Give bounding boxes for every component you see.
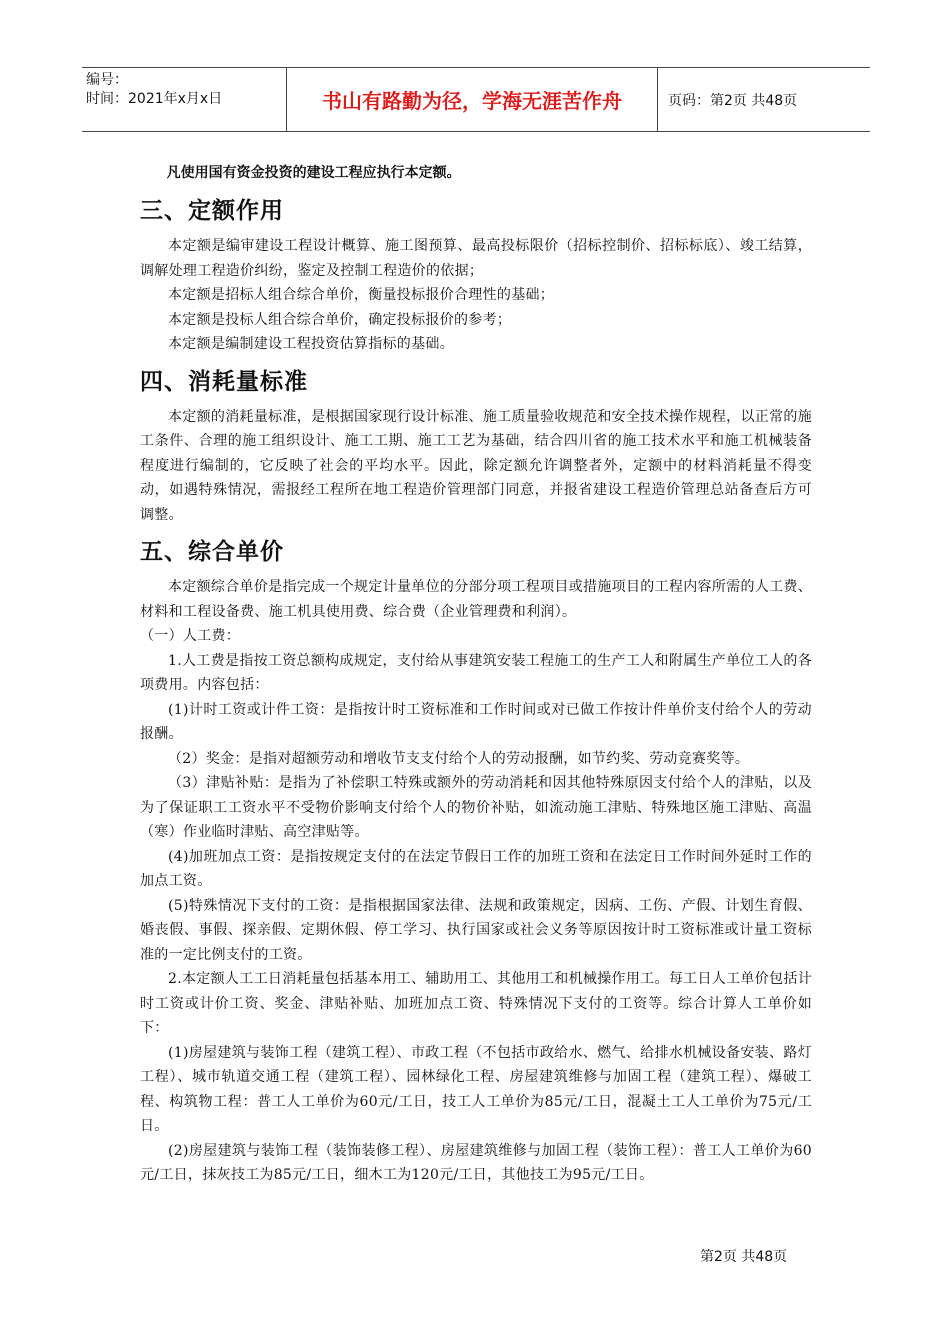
section-heading-5: 五、综合单价: [140, 539, 284, 565]
list-item: (5)特殊情况下支付的工资：是指根据国家法律、法规和政策规定，因病、工伤、产假、计划生育假、婚丧假、事假、探亲假、定期休假、停工学习、执行国家或社会义务等原因按计时工资标准或计量工资标准的一定比例支付的工资。: [140, 897, 812, 963]
list-item: (1)计时工资或计件工资：是指按计时工资标准和工作时间或对已做工作按计件单价支付给个人的劳动报酬。: [140, 701, 812, 742]
list-item: (4)加班加点工资：是指按规定支付的在法定节假日工作的加班工资和在法定日工作时间外延时工作的加点工资。: [140, 848, 812, 889]
header-meta: [82, 68, 287, 131]
sub-heading: （一）人工费：: [140, 628, 241, 644]
list-item: （2）奖金：是指对超额劳动和增收节支支付给个人的劳动报酬，如节约奖、劳动竞赛奖等。: [168, 750, 750, 767]
page-header: [82, 67, 870, 132]
paragraph: 本定额是编制建设工程投资估算指标的基础。: [168, 336, 454, 352]
page-footer: 第2页 共48页: [700, 1249, 788, 1265]
section-heading-3: 三、定额作用: [140, 198, 284, 224]
paragraph: 1.人工费是指按工资总额构成规定，支付给从事建筑安装工程施工的生产工人和附属生产单位工人的各项费用。内容包括：: [140, 652, 812, 693]
paragraph: 本定额的消耗量标准，是根据国家现行设计标准、施工质量验收规范和安全技术操作规程，以正常的施工条件、合理的施工组织设计、施工工期、施工工艺为基础，结合四川省的施工技术水平和施工机械装备程度进行编制的，它反映了社会的平均水平。因此，除定额允许调整者外，定额中的材料消耗量不得变动，如遇特殊情况，需报经工程所在地工程造价管理部门同意，并报省建设工程造价管理总站备查后方可调整。: [140, 408, 812, 523]
paragraph: 2.本定额人工工日消耗量包括基本用工、辅助用工、其他用工和机械操作用工。每工日人工单价包括计时工资或计价工资、奖金、津贴补贴、加班加点工资、特殊情况下支付的工资等。综合计算人工单价如下：: [140, 971, 812, 1036]
document-body: [140, 160, 812, 1188]
header-motto: 书山有路勤为径，学海无涯苦作舟: [287, 68, 658, 131]
paragraph: 本定额是招标人组合综合单价，衡量投标报价合理性的基础；: [168, 287, 555, 303]
list-item: (1)房屋建筑与装饰工程（建筑工程）、市政工程（不包括市政给水、燃气、给排水机械设备安装、路灯工程）、城市轨道交通工程（建筑工程）、园林绿化工程、房屋建筑维修与加固工程（建筑工程）、爆破工程、构筑物工程：普工人工单价为60元/工日，技工人工单价为85元/工日，混凝土工人工单价为75元/工日。: [140, 1044, 812, 1134]
document-date: 时间：2021年x月x日: [86, 91, 223, 107]
list-item: （3）津贴补贴：是指为了补偿职工特殊或额外的劳动消耗和因其他特殊原因支付给个人的津贴，以及为了保证职工工资水平不受物价影响支付给个人的物价补贴，如流动施工津贴、特殊地区施工津贴、高温（寒）作业临时津贴、高空津贴等。: [140, 775, 812, 840]
paragraph: 本定额是编审建设工程设计概算、施工图预算、最高投标限价（招标控制价、招标标底）、竣工结算，调解处理工程造价纠纷，鉴定及控制工程造价的依据；: [140, 238, 812, 279]
list-item: (2)房屋建筑与装饰工程（装饰装修工程）、房屋建筑维修与加固工程（装饰工程）：普工人工单价为60元/工日，抹灰技工为85元/工日，细木工为120元/工日，其他技工为95元/工日。: [140, 1142, 812, 1183]
paragraph: 本定额综合单价是指完成一个规定计量单位的分部分项工程项目或措施项目的工程内容所需的人工费、材料和工程设备费、施工机具使用费、综合费（企业管理费和利润）。: [140, 579, 812, 620]
paragraph: 本定额是投标人组合综合单价，确定投标报价的参考；: [168, 311, 512, 328]
document-number-label: 编号：: [86, 72, 128, 88]
section-heading-4: 四、消耗量标准: [140, 368, 308, 395]
header-page-info: 页码：第2页 共48页: [668, 92, 798, 109]
lead-text: 凡使用国有资金投资的建设工程应执行本定额。: [166, 165, 461, 181]
